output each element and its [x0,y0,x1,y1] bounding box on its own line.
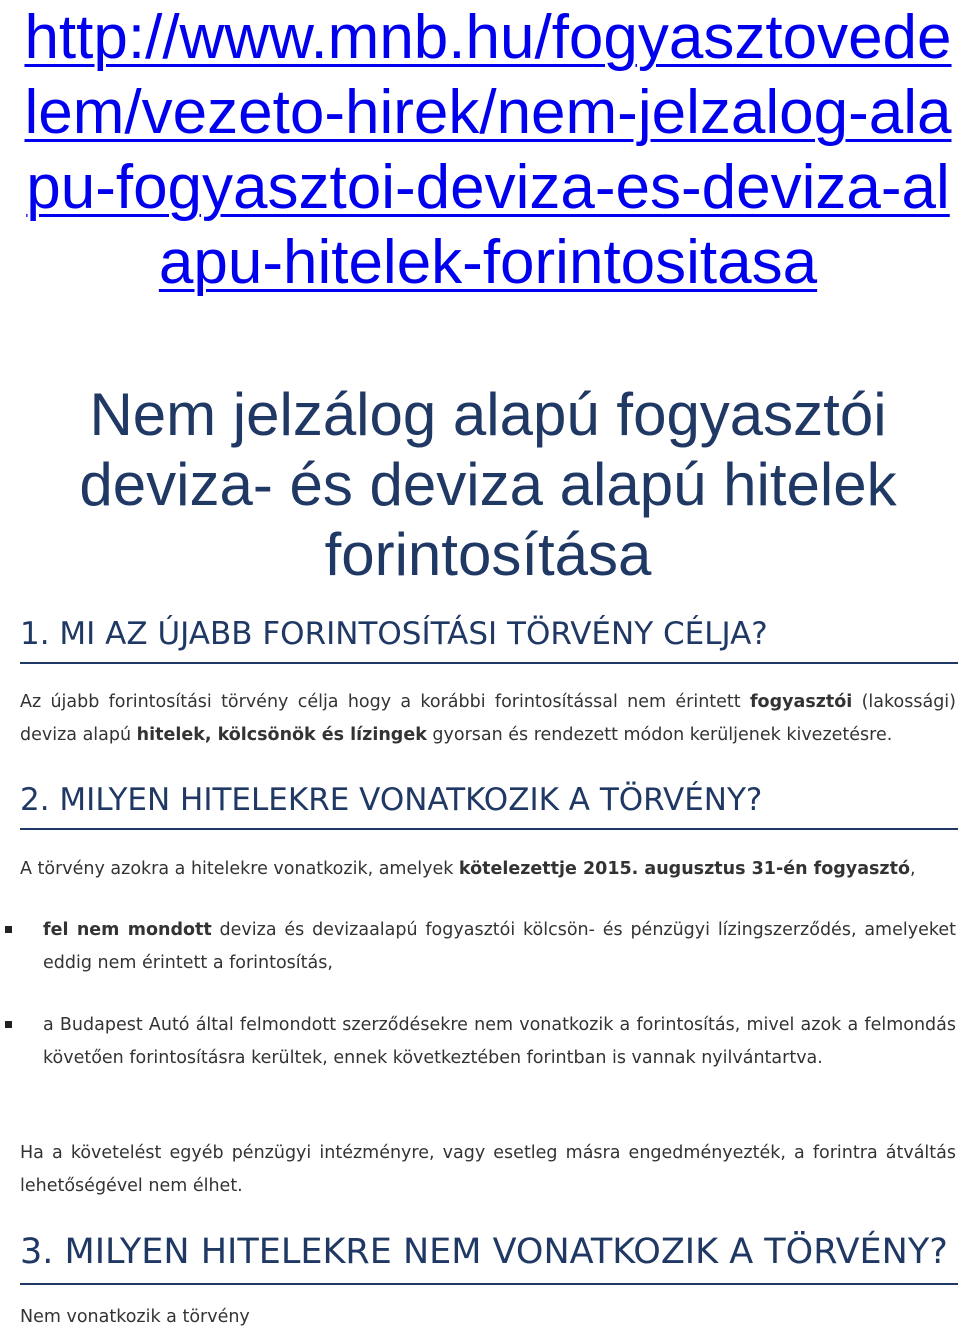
square-bullet-icon [5,926,12,933]
section-1-text-1: Az újabb forintosítási törvény célja hogy a korábbi forintosítással nem érintett [20,692,750,712]
section-3-heading: 3. MILYEN HITELEKRE NEM VONATKOZIK A TÖRVÉNY? [20,1227,958,1285]
section-2-text-1: A törvény azokra a hitelekre vonatkozik, amelyek [20,859,459,879]
page-title: Nem jelzálog alapú fogyasztói deviza- és deviza alapú hitelek forintosítása [79,381,897,588]
section-2-text-2: , [910,859,916,879]
section-2-heading: 2. MILYEN HITELEKRE VONATKOZIK A TÖRVÉNY? [20,778,958,830]
square-bullet-icon [5,1021,12,1028]
section-2-bold-1: kötelezettje 2015. augusztus 31-én fogyasztó [458,859,910,879]
list-item-bold: fel nem mondott [43,920,212,940]
section-1-bold-1: fogyasztói [749,692,853,712]
section-3-paragraph: Nem vonatkozik a törvény [20,1307,250,1327]
source-url-link[interactable]: http://www.mnb.hu/fogyasztovedelem/vezeto-hirek/nem-jelzalog-alapu-fogyasztoi-deviza-es-deviza-alapu-hitelek-forintositasa [24,3,952,297]
section-2-intro [20,853,956,886]
list-item-body: deviza és devizaalapú fogyasztói kölcsön- és pénzügyi lízingszerződés, amelyeket eddig nem érintett a forintosítás, [43,920,956,973]
section-2-note: Ha a követelést egyéb pénzügyi intézményre, vagy esetleg másra engedményezték, a forintra átváltás lehetőségével nem élhet. [20,1143,956,1196]
list-item-text: a Budapest Autó által felmondott szerződésekre nem vonatkozik a forintosítás, mivel azok a felmondás követően forintosításra kerültek, ennek következtében forintban is vannak nyilvántartva. [43,1015,956,1068]
section-1-text-3: gyorsan és rendezett módon kerüljenek kivezetésre. [426,725,893,745]
section-1-bold-2: hitelek, kölcsönök és lízingek [136,725,427,745]
list-item-text [43,914,956,980]
section-1-text-2: (lakossági) deviza alapú [20,692,956,745]
section-1-heading: 1. MI AZ ÚJABB FORINTOSÍTÁSI TÖRVÉNY CÉLJA? [20,612,958,664]
section-1-paragraph [20,686,956,752]
